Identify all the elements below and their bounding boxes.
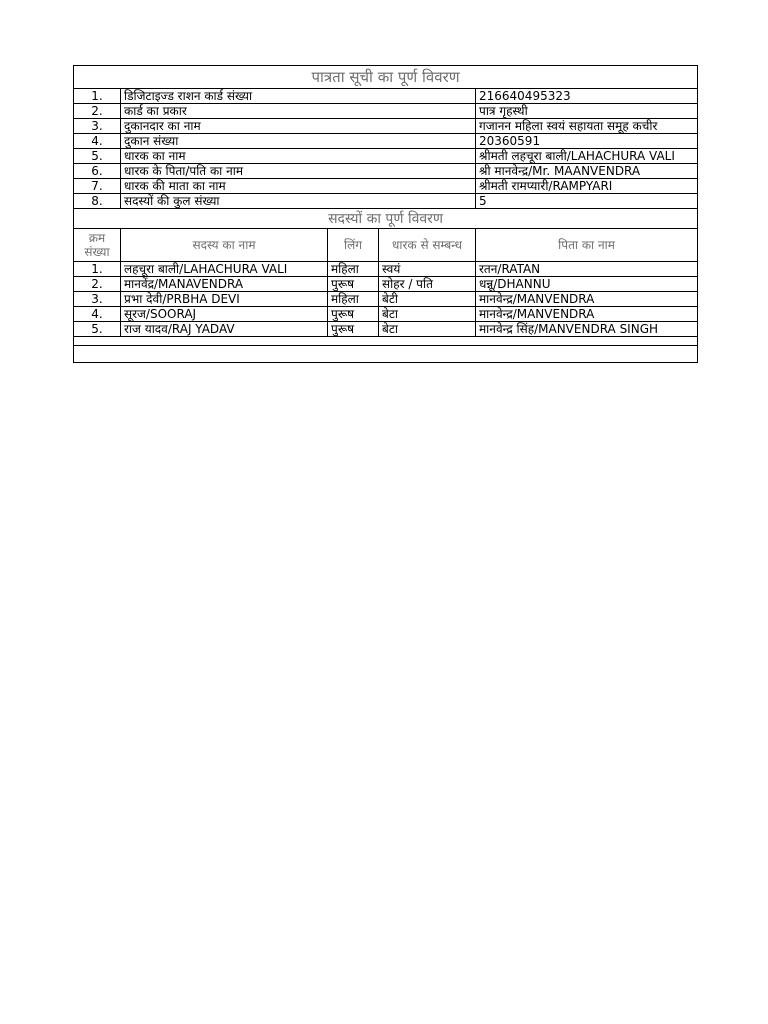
detail-number: 3. (74, 119, 121, 134)
member-father: मानवेन्द्र सिंह/MANVENDRA SINGH (476, 322, 698, 337)
member-father: मानवेन्द्र/MANVENDRA (476, 307, 698, 322)
blank-row (74, 346, 698, 363)
blank-row (74, 337, 698, 346)
member-row (74, 322, 698, 337)
member-gender: महिला (328, 262, 379, 277)
member-row (74, 307, 698, 322)
detail-row (74, 119, 698, 134)
detail-row (74, 104, 698, 119)
member-gender: महिला (328, 292, 379, 307)
member-row (74, 262, 698, 277)
member-name: राज यादव/RAJ YADAV (121, 322, 328, 337)
detail-value: 5 (476, 194, 698, 209)
detail-label: धारक के पिता/पति का नाम (121, 164, 476, 179)
member-name: मानवेंद्र/MANAVENDRA (121, 277, 328, 292)
detail-value: पात्र गृहस्थी (476, 104, 698, 119)
member-number: 5. (74, 322, 121, 337)
detail-row (74, 134, 698, 149)
member-relation: स्वयं (379, 262, 476, 277)
member-row (74, 277, 698, 292)
detail-label: दुकान संख्या (121, 134, 476, 149)
detail-row (74, 194, 698, 209)
detail-number: 8. (74, 194, 121, 209)
member-name: सूरज/SOORAJ (121, 307, 328, 322)
member-gender: पुरूष (328, 307, 379, 322)
detail-number: 1. (74, 89, 121, 104)
detail-label: सदस्यों की कुल संख्या (121, 194, 476, 209)
eligibility-table (73, 65, 698, 363)
detail-value: श्रीमती रामप्यारी/RAMPYARI (476, 179, 698, 194)
blank-cell (74, 346, 698, 363)
members-title-row (74, 209, 698, 229)
detail-value: 216640495323 (476, 89, 698, 104)
member-number: 1. (74, 262, 121, 277)
detail-number: 2. (74, 104, 121, 119)
detail-label: डिजिटाइज्ड राशन कार्ड संख्या (121, 89, 476, 104)
detail-number: 6. (74, 164, 121, 179)
member-gender: पुरूष (328, 277, 379, 292)
page-title: पात्रता सूची का पूर्ण विवरण (74, 66, 698, 89)
detail-label: दुकानदार का नाम (121, 119, 476, 134)
header-member-name: सदस्य का नाम (121, 229, 328, 262)
member-father: रतन/RATAN (476, 262, 698, 277)
detail-value: 20360591 (476, 134, 698, 149)
detail-row (74, 149, 698, 164)
detail-value: श्री मानवेन्द्र/Mr. MAANVENDRA (476, 164, 698, 179)
title-row (74, 66, 698, 89)
members-header-row (74, 229, 698, 262)
member-relation: सोहर / पति (379, 277, 476, 292)
member-name: प्रभा देवी/PRBHA DEVI (121, 292, 328, 307)
detail-label: धारक का नाम (121, 149, 476, 164)
ration-card-sheet (73, 65, 697, 363)
header-gender: लिंग (328, 229, 379, 262)
detail-number: 5. (74, 149, 121, 164)
member-row (74, 292, 698, 307)
member-number: 3. (74, 292, 121, 307)
member-number: 4. (74, 307, 121, 322)
detail-number: 7. (74, 179, 121, 194)
detail-row (74, 164, 698, 179)
members-section-title: सदस्यों का पूर्ण विवरण (74, 209, 698, 229)
detail-label: कार्ड का प्रकार (121, 104, 476, 119)
header-father-name: पिता का नाम (476, 229, 698, 262)
member-number: 2. (74, 277, 121, 292)
detail-label: धारक की माता का नाम (121, 179, 476, 194)
member-name: लहचूरा बाली/LAHACHURA VALI (121, 262, 328, 277)
header-relation: धारक से सम्बन्ध (379, 229, 476, 262)
member-father: मानवेन्द्र/MANVENDRA (476, 292, 698, 307)
detail-value: गजानन महिला स्वयं सहायता समूह कचीर (476, 119, 698, 134)
member-relation: बेटी (379, 292, 476, 307)
detail-row (74, 89, 698, 104)
header-serial: क्रम संख्या (74, 229, 121, 262)
blank-cell (74, 337, 698, 346)
member-father: धन्नू/DHANNU (476, 277, 698, 292)
detail-row (74, 179, 698, 194)
detail-number: 4. (74, 134, 121, 149)
member-relation: बेटा (379, 322, 476, 337)
member-relation: बेटा (379, 307, 476, 322)
detail-value: श्रीमती लहचूरा बाली/LAHACHURA VALI (476, 149, 698, 164)
member-gender: पुरूष (328, 322, 379, 337)
